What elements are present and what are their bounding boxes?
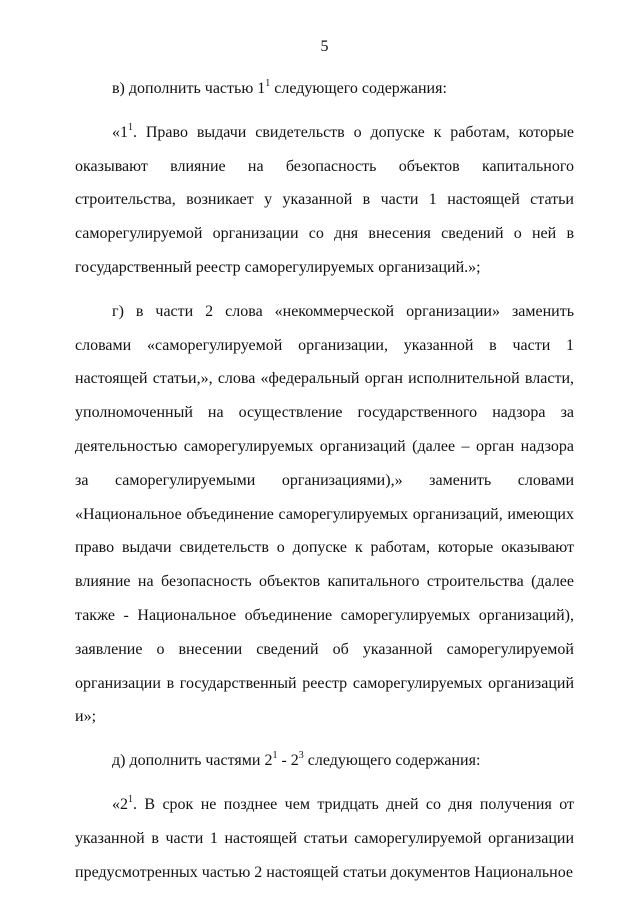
- paragraph-quote-1: [75, 116, 574, 285]
- quote-1-text: . Право выдачи свидетельств о допуске к работам, которые оказывают влияние на безопасность объектов капитального строительства, возникает у указанной в части 1 настоящей статьи саморегулируемой организации со дня внесения сведений о ней в государственный реестр саморегулируемых организаций.»;: [75, 123, 574, 276]
- paragraph-item-g: г) в части 2 слова «некоммерческой организации» заменить словами «саморегулируемой организации, указанной в части 1 настоящей статьи,», слова «федеральный орган исполнительной власти, уполномоченный на осуществление государственного надзора за деятельностью саморегулируемых организаций (далее – орган надзора за саморегулируемыми организациями),» заменить словами «Национальное объединение саморегулируемых организаций, имеющих право выдачи свидетельств о допуске к работам, которые оказывают влияние на безопасность объектов капитального строительства (далее также - Национальное объединение саморегулируемых организаций), заявление о внесении сведений об указанной саморегулируемой организации в государственный реестр саморегулируемых организаций и»;: [75, 302, 574, 726]
- item-d-after: следующего содержания:: [303, 752, 481, 770]
- quote-2-text: . В срок не позднее чем тридцать дней со дня получения от указанной в части 1 настоящей статьи саморегулируемой организации предусмотренных частью 2 настоящей статьи документов Национальное: [75, 795, 574, 881]
- item-d-superscript-2: 3: [298, 750, 304, 762]
- quote-1-superscript: 1: [128, 121, 133, 133]
- paragraph-item-d: [75, 744, 574, 778]
- quote-2-superscript: 1: [128, 793, 133, 805]
- paragraph-item-v: [75, 72, 574, 106]
- item-v-after: следующего содержания:: [270, 80, 447, 97]
- item-d-superscript-1: 1: [272, 750, 278, 762]
- paragraph-quote-2: [75, 788, 574, 889]
- item-d-before: д) дополнить частями 2: [112, 752, 273, 770]
- quote-2-prefix: «2: [112, 795, 128, 813]
- page-number: 5: [320, 38, 329, 55]
- item-d-middle: - 2: [277, 752, 299, 770]
- quote-1-prefix: «1: [112, 123, 128, 141]
- item-v-before: в) дополнить частью 1: [112, 80, 266, 97]
- item-v-superscript: 1: [265, 78, 271, 89]
